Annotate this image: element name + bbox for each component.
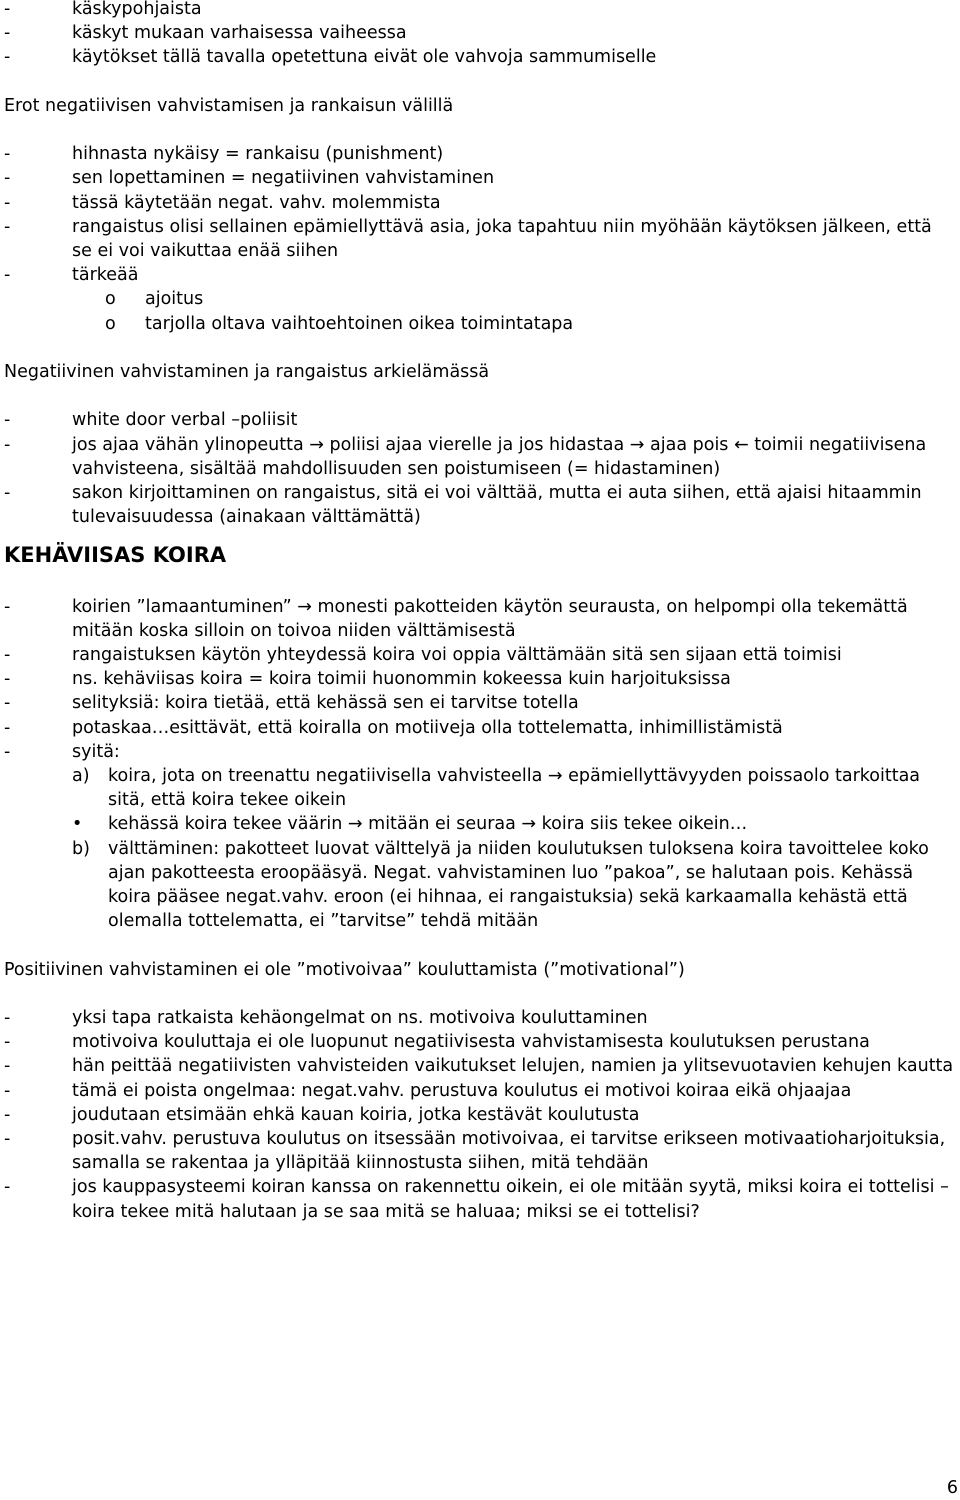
list-2	[4, 142, 954, 336]
sub-list-item: o ajoitus	[105, 289, 204, 310]
reason-bullet: • kehässä koira tekee väärin → mitään ei seuraa → koira siis tekee oikein…	[72, 814, 748, 835]
list-item: - syitä:	[4, 741, 120, 762]
list-item: - jos kauppasysteemi koiran kanssa on rakennettu oikein, ei ole mitään syytä, miksi koira ei tottelisi – koira tekee mitä halutaan ja se saa mitä se haluaa; miksi se ei tottelisi?	[4, 1177, 949, 1222]
list-4	[4, 595, 954, 934]
main-heading: KEHÄVIISAS KOIRA	[4, 543, 227, 568]
list-item: - tässä käytetään negat. vahv. molemmista	[4, 192, 441, 213]
list-item: - hihnasta nykäisy = rankaisu (punishment)	[4, 144, 444, 165]
list-item: - koirien ”lamaantuminen” → monesti pakotteiden käytön seurausta, on helpompi olla tekemättä mitään koska silloin on toivoa niiden välttämisestä	[4, 596, 908, 641]
list-item: - yksi tapa ratkaista kehäongelmat on ns. motivoiva kouluttaminen	[4, 1008, 648, 1029]
list-item: - joudutaan etsimään ehkä kauan koiria, jotka kestävät koulutusta	[4, 1104, 640, 1125]
reason-a: a) koira, jota on treenattu negatiivisella vahvisteella → epämiellyttävyyden poissaolo tarkoittaa sitä, että koira tekee oikein	[72, 766, 921, 811]
list-5	[4, 1006, 954, 1224]
list-item: - jos ajaa vähän ylinopeutta → poliisi ajaa vierelle ja jos hidastaa → ajaa pois ← toimii negatiivisena vahvisteena, sisältää mahdollisuuden sen poistumiseen (= hidastaminen)	[4, 434, 927, 479]
list-item: - rangaistuksen käytön yhteydessä koira voi oppia välttämään sitä sen sijaan että toimisi	[4, 645, 842, 665]
list-item: - potaskaa…esittävät, että koiralla on motiiveja olla tottelematta, inhimillistämistä	[4, 717, 783, 738]
list-item: - käskypohjaista	[4, 0, 202, 19]
list-item: - käskyt mukaan varhaisessa vaiheessa	[4, 23, 407, 44]
document-page	[4, 0, 954, 1224]
list-item: - sen lopettaminen = negatiivinen vahvistaminen	[4, 168, 495, 189]
reason-b: b) välttäminen: pakotteet luovat välttelyä ja niiden koulutuksen tuloksena koira tavoittelee koko ajan pakotteesta eroopääsyä. Negat. vahvistaminen luo ”pakoa”, se halutaan pois. Kehässä koira pääsee negat.vahv. eroon (ei hihnaa, ei rangaistuksia) sekä karkaamalla kehästä että olemalla tottelematta, ei ”tarvitse” tehdä mitään	[72, 838, 929, 932]
list-item: - hän peittää negatiivisten vahvisteiden vaikutukset lelujen, namien ja ylitsevuotavien kehujen kautta	[4, 1056, 954, 1077]
list-item: - white door verbal –poliisit	[4, 410, 298, 431]
list-item: - tärkeää	[4, 265, 139, 286]
list-item: - sakon kirjoittaminen on rangaistus, sitä ei voi välttää, mutta ei auta siihen, että ajaisi hitaammin tulevaisuudessa (ainakaan välttämättä)	[4, 483, 922, 528]
section-heading-erot: Erot negatiivisen vahvistamisen ja rankaisun välillä	[4, 95, 454, 116]
list-item: - motivoiva kouluttaja ei ole luopunut negatiivisesta vahvistamisesta koulutuksen perustana	[4, 1032, 870, 1053]
list-3	[4, 408, 954, 529]
sub-list-item: o tarjolla oltava vaihtoehtoinen oikea toimintatapa	[105, 313, 574, 334]
section-heading-neg: Negatiivinen vahvistaminen ja rangaistus arkielämässä	[4, 362, 490, 382]
page-number: 6	[946, 1478, 958, 1498]
list-item: - ns. kehäviisas koira = koira toimii huonommin kokeessa kuin harjoituksissa	[4, 669, 731, 690]
list-item: - posit.vahv. perustuva koulutus on itsessään motivoivaa, ei tarvitse erikseen motivaatioharjoituksia, samalla se rakentaa ja ylläpitää kiinnostusta siihen, mitä tehdään	[4, 1129, 946, 1174]
list-item: - tämä ei poista ongelmaa: negat.vahv. perustuva koulutus ei motivoi koiraa eikä ohjaajaa	[4, 1080, 852, 1101]
section-heading-pos: Positiivinen vahvistaminen ei ole ”motivoivaa” kouluttamista (”motivational”)	[4, 959, 685, 980]
list-item: - käytökset tällä tavalla opetettuna eivät ole vahvoja sammumiselle	[4, 47, 657, 68]
list-1	[4, 0, 954, 70]
list-item: - selityksiä: koira tietää, että kehässä sen ei tarvitse totella	[4, 693, 579, 714]
list-item: - rangaistus olisi sellainen epämiellyttävä asia, joka tapahtuu niin myöhään käytöksen jälkeen, että se ei voi vaikuttaa enää siihen	[4, 216, 932, 261]
